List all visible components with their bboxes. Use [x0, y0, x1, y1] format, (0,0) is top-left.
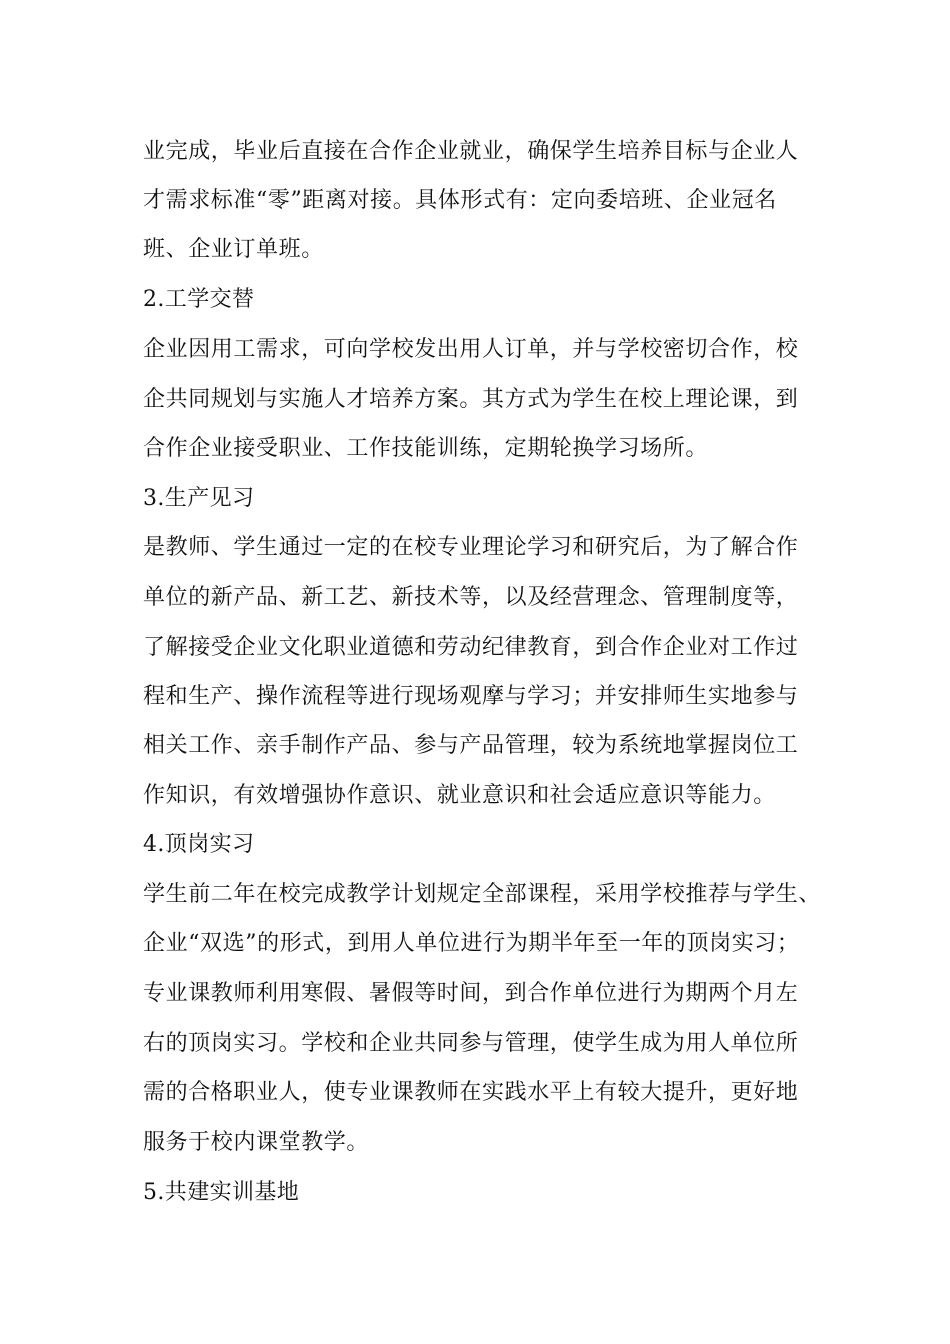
- section-heading: 3.生产见习: [143, 486, 255, 511]
- paragraph-line: 相关工作、亲手制作产品、参与产品管理，较为系统地掌握岗位工: [143, 733, 799, 758]
- section-heading: 5.共建实训基地: [143, 1180, 300, 1205]
- paragraph-line: 单位的新产品、新工艺、新技术等，以及经营理念、管理制度等，: [143, 585, 799, 610]
- section-heading: 2.工学交替: [143, 287, 255, 312]
- paragraph-line: 服务于校内课堂教学。: [143, 1130, 370, 1155]
- paragraph-line: 企共同规划与实施人才培养方案。其方式为学生在校上理论课，到: [143, 387, 799, 412]
- paragraph-line: 需的合格职业人，使专业课教师在实践水平上有较大提升，更好地: [143, 1080, 799, 1105]
- section-heading: 4.顶岗实习: [143, 832, 255, 857]
- paragraph-line: 学生前二年在校完成教学计划规定全部课程，采用学校推荐与学生、: [143, 882, 822, 907]
- paragraph-line: 作知识，有效增强协作意识、就业意识和社会适应意识等能力。: [143, 783, 776, 808]
- paragraph-line: 合作企业接受职业、工作技能训练，定期轮换学习场所。: [143, 436, 709, 461]
- paragraph-line: 才需求标准“零”距离对接。具体形式有：定向委培班、企业冠名: [143, 188, 777, 213]
- paragraph-line: 是教师、学生通过一定的在校专业理论学习和研究后，为了解合作: [143, 535, 799, 560]
- paragraph-line: 程和生产、操作流程等进行现场观摩与学习；并安排师生实地参与: [143, 684, 799, 709]
- paragraph-line: 业完成，毕业后直接在合作企业就业，确保学生培养目标与企业人: [143, 139, 799, 164]
- paragraph-line: 班、企业订单班。: [143, 237, 324, 262]
- paragraph-line: 企业“双选”的形式，到用人单位进行为期半年至一年的顶岗实习；: [143, 931, 800, 956]
- paragraph-line: 了解接受企业文化职业道德和劳动纪律教育，到合作企业对工作过: [143, 635, 799, 660]
- paragraph-line: 专业课教师利用寒假、暑假等时间，到合作单位进行为期两个月左: [143, 981, 799, 1006]
- paragraph-line: 企业因用工需求，可向学校发出用人订单，并与学校密切合作，校: [143, 337, 799, 362]
- paragraph-line: 右的顶岗实习。学校和企业共同参与管理，使学生成为用人单位所: [143, 1031, 799, 1056]
